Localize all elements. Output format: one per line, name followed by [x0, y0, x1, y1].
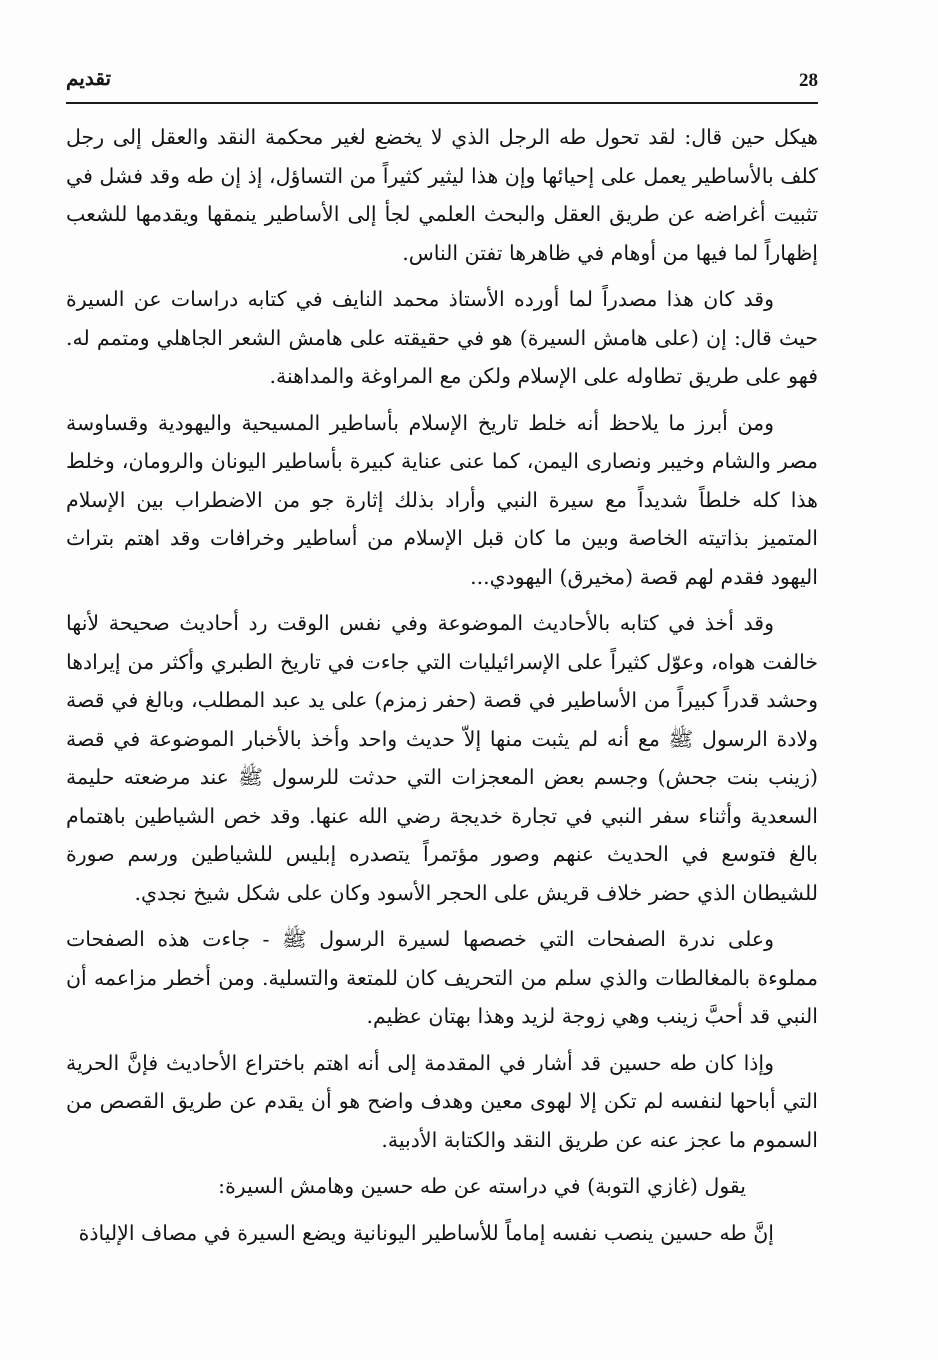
paragraph: إنَّ طه حسين ينصب نفسه إماماً للأساطير اليونانية ويضع السيرة في مصاف الإلياذة: [78, 1220, 774, 1245]
paragraph: ومن أبرز ما يلاحظ أنه خلط تاريخ الإسلام بأساطير المسيحية واليهودية وقساوسة مصر والشام وخيبر ونصارى اليمن، كما عنى عناية كبيرة بأساطير اليونان والرومان، وخلط هذا كله خلطاً شديداً مع سيرة النبي وأراد بذلك إثارة جو من الاضطراب بين الإسلام المتميز بذاتيته الخاصة وبين ما كان قبل الإسلام من أساطير وخرافات وقد اهتم بتراث اليهود فقدم لهم قصة (مخيرق) اليهودي...: [66, 410, 818, 589]
paragraph: هيكل حين قال: لقد تحول طه الرجل الذي لا يخضع لغير محكمة النقد والعقل إلى رجل كلف بالأساطير يعمل على إحيائها وإن هذا ليثير كثيراً من التساؤل، إذ إن طه وقد فشل في تثبيت أغراضه عن طريق العقل والبحث العلمي لجأ إلى الأساطير ينمقها ويقدمها للشعب إظهاراً لما فيها من أوهام في ظاهرها تفتن الناس.: [66, 125, 818, 265]
body-text: [66, 118, 818, 1260]
page-header: [66, 62, 818, 104]
paragraph: وعلى ندرة الصفحات التي خصصها لسيرة الرسول ﷺ - جاءت هذه الصفحات مملوءة بالمغالطات والذي سلم من التحريف كان للمتعة والتسلية. ومن أخطر مزاعمه أن النبي قد أحبَّ زينب وهي زوجة لزيد وهذا بهتان عظيم.: [66, 927, 818, 1028]
paragraph: يقول (غازي التوبة) في دراسته عن طه حسين وهامش السيرة:: [218, 1174, 746, 1198]
paragraph: وإذا كان طه حسين قد أشار في المقدمة إلى أنه اهتم باختراع الأحاديث فإنَّ الحرية التي أباحها لنفسه لم تكن إلا لهوى معين وهدف واضح هو أن يقدم عن طريق القصص من السموم ما عجز عنه عن طريق النقد والكتابة الأدبية.: [66, 1050, 818, 1152]
paragraph: وقد أخذ في كتابه بالأحاديث الموضوعة وفي نفس الوقت رد أحاديث صحيحة لأنها خالفت هواه، وعوّل كثيراً على الإسرائيليات التي جاءت في تاريخ الطبري وأكثر من إيرادها وحشد قدراً كبيراً من الأساطير في قصة (حفر زمزم) على يد عبد المطلب، وبالغ في قصة ولادة الرسول ﷺ مع أنه لم يثبت منها إلاّ حديث واحد وأخذ بالأخبار الموضوعة في قصة (زينب بنت جحش) وجسم بعض المعجزات التي حدثت للرسول ﷺ عند مرضعته حليمة السعدية وأثناء سفر النبي في تجارة خديجة رضي الله عنها. وقد خص الشياطين باهتمام بالغ فتوسع في الحديث عنهم وصور مؤتمراً يتصدره إبليس للشياطين ورسم صورة للشيطان الذي حضر خلاف قريش على الحجر الأسود وكان على شكل شيخ نجدي.: [66, 611, 818, 905]
running-title: تقديم: [66, 66, 112, 90]
paragraph: وقد كان هذا مصدراً لما أورده الأستاذ محمد النايف في كتابه دراسات عن السيرة حيث قال: إن (على هامش السيرة) هو في حقيقته على هامش الشعر الجاهلي ومتمم له. فهو على طريق تطاوله على الإسلام ولكن مع المراوغة والمداهنة.: [66, 287, 818, 388]
page-number: 28: [799, 70, 818, 91]
